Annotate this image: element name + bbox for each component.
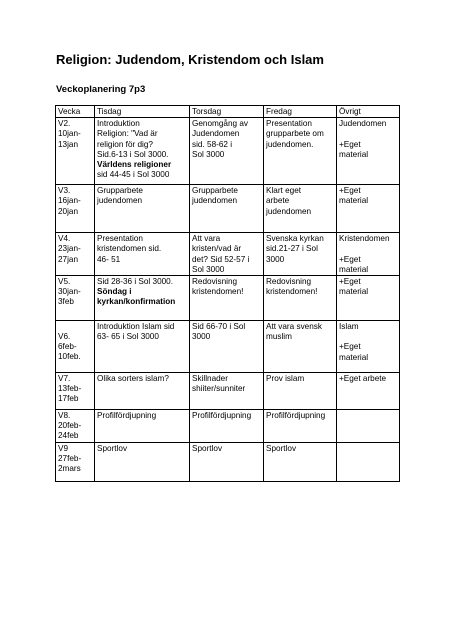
torsdag-cell — [190, 233, 264, 276]
torsdag-cell — [190, 410, 264, 443]
week-cell-line: 10feb. — [58, 352, 81, 362]
week-cell-line: 6feb- — [58, 341, 77, 351]
header-vecka: Vecka — [56, 106, 95, 118]
torsdag-cell-line: Profilfördjupning — [192, 411, 252, 421]
fredag-cell-line: judendomen — [266, 206, 312, 216]
ovrigt-cell-line: +Eget arbete — [339, 374, 387, 384]
tisdag-cell — [95, 233, 190, 276]
ovrigt-cell — [337, 185, 400, 233]
ovrigt-cell-line: material — [339, 264, 369, 274]
torsdag-cell-line: shiiter/sunniter — [192, 384, 246, 394]
ovrigt-cell-line: material — [339, 352, 369, 362]
week-cell-line: 13jan — [58, 139, 79, 149]
week-cell — [56, 443, 95, 482]
fredag-cell-line: 3000 — [266, 254, 285, 264]
torsdag-cell-line: Sol 3000 — [192, 149, 225, 159]
torsdag-cell — [190, 443, 264, 482]
fredag-cell-line: Sportlov — [266, 444, 297, 454]
week-cell-line: 30jan- — [58, 287, 81, 297]
week-cell-line: 20feb- — [58, 421, 82, 431]
document-title: Religion: Judendom, Kristendom och Islam — [56, 52, 324, 67]
ovrigt-cell-line: +Eget — [339, 342, 361, 352]
tisdag-cell — [95, 185, 190, 233]
header-fredag: Fredag — [264, 106, 337, 118]
fredag-cell-line: Klart eget — [266, 186, 302, 196]
ovrigt-cell-line: material — [339, 287, 369, 297]
ovrigt-cell — [337, 373, 400, 410]
table-row — [56, 185, 400, 233]
fredag-cell — [264, 410, 337, 443]
tisdag-cell-line: Religion: "Vad är — [97, 129, 158, 139]
ovrigt-cell — [337, 443, 400, 482]
week-cell-line: 17feb — [58, 394, 79, 404]
week-cell-line: 24feb — [58, 431, 79, 441]
fredag-cell — [264, 373, 337, 410]
torsdag-cell-line: Judendomen — [192, 129, 240, 139]
torsdag-cell-line: kristen/vad är — [192, 244, 242, 254]
week-cell-line: V9 — [58, 444, 69, 454]
torsdag-cell-line: det? Sid 52-57 i — [192, 254, 250, 264]
fredag-cell-line: muslim — [266, 332, 292, 342]
header-torsdag: Torsdag — [190, 106, 264, 118]
tisdag-cell-line: 46- 51 — [97, 254, 121, 264]
week-cell-line: 10jan- — [58, 129, 81, 139]
ovrigt-cell-line: +Eget — [339, 277, 361, 287]
fredag-cell — [264, 233, 337, 276]
table-row — [56, 233, 400, 276]
tisdag-cell-line: Introduktion — [97, 119, 140, 129]
week-cell — [56, 276, 95, 321]
fredag-cell — [264, 321, 337, 373]
week-cell-line: V4. — [58, 234, 71, 244]
torsdag-cell-line: 3000 — [192, 332, 211, 342]
header-ovrigt: Övrigt — [337, 106, 400, 118]
torsdag-cell-line: Att vara — [192, 234, 221, 244]
week-cell-line: V6. — [58, 331, 71, 341]
ovrigt-cell-line: +Eget — [339, 186, 361, 196]
torsdag-cell-line: sid. 58-62 i — [192, 139, 233, 149]
tisdag-cell-line: Söndag i — [97, 287, 132, 297]
tisdag-cell-line: kristendomen sid. — [97, 244, 162, 254]
torsdag-cell-line: Grupparbete — [192, 186, 238, 196]
ovrigt-cell — [337, 233, 400, 276]
ovrigt-cell-line: Islam — [339, 322, 359, 332]
tisdag-cell-line: Grupparbete — [97, 186, 143, 196]
table-row — [56, 276, 400, 321]
fredag-cell — [264, 185, 337, 233]
torsdag-cell — [190, 276, 264, 321]
tisdag-cell — [95, 410, 190, 443]
torsdag-cell-line: Skillnader — [192, 374, 228, 384]
torsdag-cell — [190, 118, 264, 185]
torsdag-cell-line: Sol 3000 — [192, 264, 225, 274]
week-cell-line: V2. — [58, 119, 71, 129]
week-cell-line: V3. — [58, 186, 71, 196]
week-cell-line: V5. — [58, 277, 71, 287]
fredag-cell-line: Profilfördjupning — [266, 411, 326, 421]
week-cell-line: 27feb- — [58, 454, 82, 464]
tisdag-cell-line: Sportlov — [97, 444, 128, 454]
ovrigt-cell — [337, 410, 400, 443]
fredag-cell-line: grupparbete om — [266, 129, 324, 139]
tisdag-cell-line: judendomen — [97, 196, 143, 206]
torsdag-cell-line: Sportlov — [192, 444, 223, 454]
ovrigt-cell-line: material — [339, 149, 369, 159]
torsdag-cell-line: judendomen — [192, 196, 238, 206]
tisdag-cell-line: kyrkan/konfirmation — [97, 297, 176, 307]
tisdag-cell — [95, 373, 190, 410]
ovrigt-cell-line: +Eget — [339, 254, 361, 264]
fredag-cell-line: kristendomen! — [266, 287, 318, 297]
week-cell-line: V7. — [58, 374, 71, 384]
table-row — [56, 373, 400, 410]
fredag-cell-line: arbete — [266, 196, 290, 206]
ovrigt-cell-line — [339, 129, 397, 139]
ovrigt-cell — [337, 118, 400, 185]
weekly-plan-table — [55, 105, 400, 482]
table-row — [56, 321, 400, 373]
tisdag-cell-line: Världens religioner — [97, 160, 172, 170]
week-cell-line: 13feb- — [58, 384, 82, 394]
fredag-cell-line: Att vara svensk — [266, 322, 322, 332]
ovrigt-cell — [337, 321, 400, 373]
ovrigt-cell — [337, 276, 400, 321]
tisdag-cell — [95, 276, 190, 321]
ovrigt-cell-line: Judendomen — [339, 119, 387, 129]
fredag-cell — [264, 443, 337, 482]
fredag-cell-line: Prov islam — [266, 374, 305, 384]
tisdag-cell-line: sid 44-45 i Sol 3000 — [97, 170, 170, 180]
week-cell — [56, 233, 95, 276]
week-cell-line: 16jan- — [58, 196, 81, 206]
week-cell — [56, 410, 95, 443]
fredag-cell-line: judendomen. — [266, 139, 314, 149]
week-cell — [56, 321, 95, 373]
torsdag-cell-line: Redovisning — [192, 277, 238, 287]
week-cell — [56, 185, 95, 233]
tisdag-cell-line: Olika sorters islam? — [97, 374, 169, 384]
week-cell — [56, 373, 95, 410]
tisdag-cell — [95, 118, 190, 185]
fredag-cell-line: sid.21-27 i Sol — [266, 244, 318, 254]
fredag-cell-line: Svenska kyrkan — [266, 234, 324, 244]
fredag-cell — [264, 276, 337, 321]
week-cell-line: 23jan- — [58, 244, 81, 254]
tisdag-cell-line: 63- 65 i Sol 3000 — [97, 332, 159, 342]
ovrigt-cell-line: Kristendomen — [339, 234, 390, 244]
torsdag-cell — [190, 185, 264, 233]
ovrigt-cell-line — [339, 244, 397, 254]
week-cell — [56, 118, 95, 185]
torsdag-cell-line: Sid 66-70 i Sol — [192, 322, 246, 332]
fredag-cell-line: Presentation — [266, 119, 312, 129]
ovrigt-cell-line: material — [339, 196, 369, 206]
table-header-row — [56, 106, 400, 118]
week-cell-line: 20jan — [58, 206, 79, 216]
week-cell-line: V8. — [58, 411, 71, 421]
week-cell-line: 2mars — [58, 464, 81, 474]
table-row — [56, 443, 400, 482]
fredag-cell — [264, 118, 337, 185]
header-tisdag: Tisdag — [95, 106, 190, 118]
tisdag-cell — [95, 443, 190, 482]
tisdag-cell-line: Profilfördjupning — [97, 411, 157, 421]
torsdag-cell-line: Genomgång av — [192, 119, 248, 129]
tisdag-cell — [95, 321, 190, 373]
tisdag-cell-line: Sid.6-13 i Sol 3000. — [97, 149, 169, 159]
fredag-cell-line: Redovisning — [266, 277, 312, 287]
table-row — [56, 410, 400, 443]
table-body — [56, 118, 400, 482]
table-row — [56, 118, 400, 185]
week-cell-line: 27jan — [58, 254, 79, 264]
torsdag-cell — [190, 321, 264, 373]
torsdag-cell-line: kristendomen! — [192, 287, 244, 297]
tisdag-cell-line: Introduktion Islam sid — [97, 322, 175, 332]
ovrigt-cell-line — [339, 332, 397, 342]
document-subtitle: Veckoplanering 7p3 — [56, 84, 146, 95]
tisdag-cell-line: religion för dig? — [97, 139, 153, 149]
ovrigt-cell-line: +Eget — [339, 139, 361, 149]
tisdag-cell-line: Presentation — [97, 234, 143, 244]
week-cell-line: 3feb — [58, 297, 74, 307]
tisdag-cell-line: Sid 28-36 i Sol 3000. — [97, 277, 174, 287]
torsdag-cell — [190, 373, 264, 410]
